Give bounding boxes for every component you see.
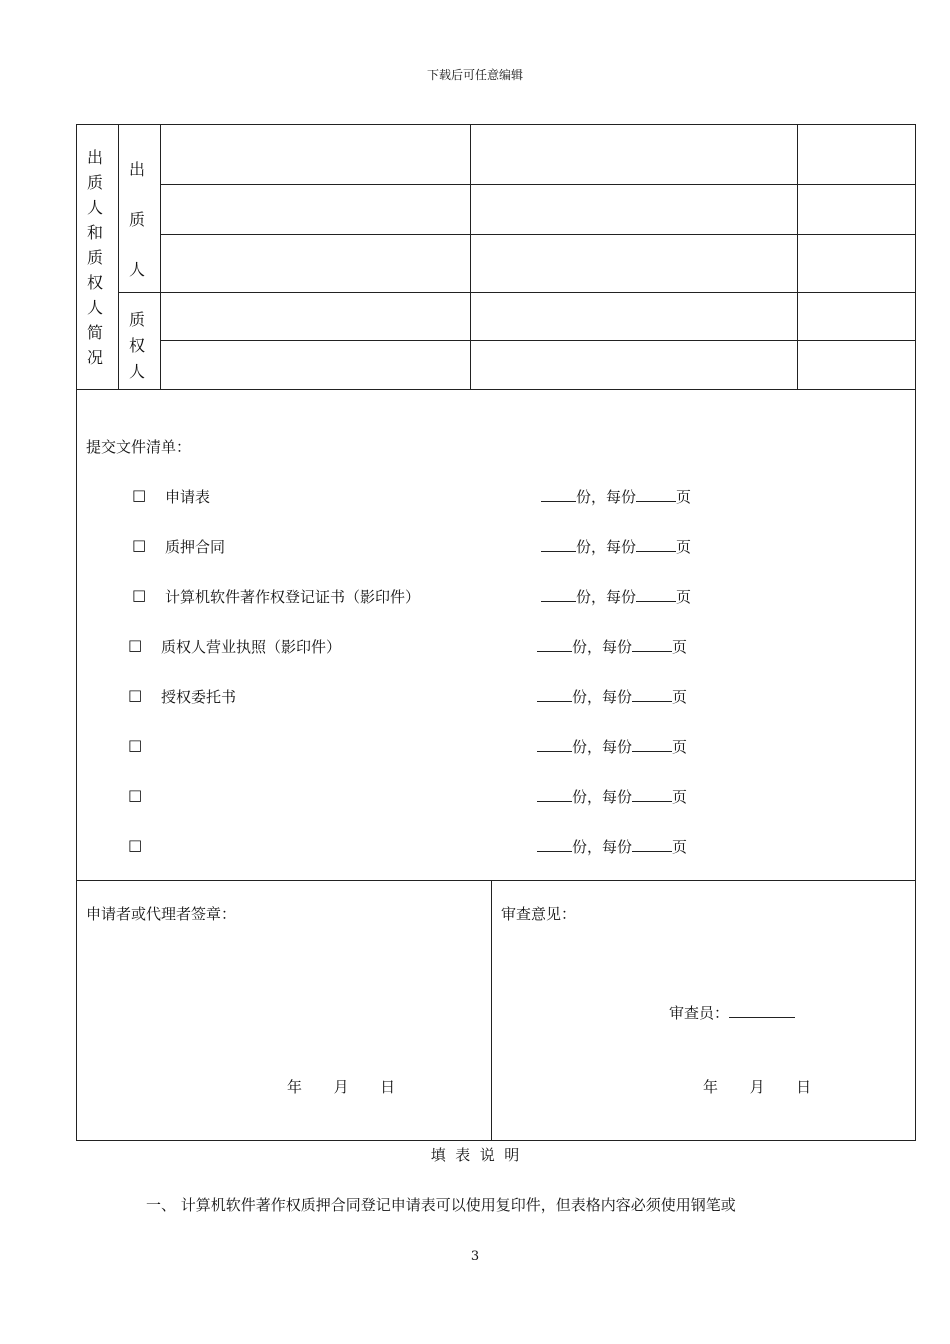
page-number: 3	[470, 1249, 480, 1264]
submitted-files-section	[76, 389, 916, 881]
copies-pages-field: 份，每份 页	[541, 586, 691, 607]
file-item-label: 质押合同	[165, 538, 226, 556]
file-item-label: 申请表	[165, 488, 211, 506]
review-date	[703, 1076, 811, 1097]
reviewer-label: 审查员：	[669, 1004, 730, 1022]
instructions-line: 一、 计算机软件著作权质押合同登记申请表可以使用复印件，但表格内容必须使用钢笔或	[146, 1196, 736, 1214]
reviewer-field	[669, 1002, 795, 1023]
checkbox[interactable]: □	[128, 686, 143, 704]
copies-pages-field: 份，每份 页	[541, 536, 691, 557]
pledgee-label: 质 权 人	[128, 310, 145, 381]
copies-pages-field: 份，每份 页	[537, 736, 687, 757]
year-label: 年	[287, 1078, 303, 1096]
file-item-label: 授权委托书	[161, 688, 237, 706]
month-label: 月	[749, 1078, 765, 1096]
copies-pages-field: 份，每份 页	[537, 686, 687, 707]
checkbox[interactable]: □	[132, 536, 147, 554]
signature-date	[287, 1076, 395, 1097]
file-item-label: 计算机软件著作权登记证书（影印件）	[165, 588, 421, 606]
copies-pages-field: 份，每份 页	[537, 636, 687, 657]
review-opinion-label: 审查意见：	[501, 905, 577, 923]
month-label: 月	[333, 1078, 349, 1096]
parties-table	[76, 124, 916, 390]
instructions-title: 填 表 说 明	[430, 1146, 520, 1164]
parties-summary-label: 出 质 人 和 质 权 人 简 况	[86, 148, 103, 367]
copies-pages-field: 份，每份 页	[537, 836, 687, 857]
checkbox[interactable]: □	[132, 486, 147, 504]
day-label: 日	[796, 1078, 812, 1096]
reviewer-signature-line[interactable]	[729, 1002, 795, 1018]
file-item-label: 质权人营业执照（影印件）	[161, 638, 342, 656]
checkbox[interactable]: □	[128, 786, 143, 804]
signature-review-section	[76, 880, 916, 1141]
page-header: 下载后可任意编辑	[426, 68, 523, 82]
files-title: 提交文件清单：	[86, 438, 192, 456]
checkbox[interactable]: □	[128, 636, 143, 654]
day-label: 日	[380, 1078, 396, 1096]
copies-pages-field: 份，每份 页	[537, 786, 687, 807]
checkbox[interactable]: □	[132, 586, 147, 604]
applicant-signature-label: 申请者或代理者签章：	[86, 905, 237, 923]
copies-pages-field: 份，每份 页	[541, 486, 691, 507]
checkbox[interactable]: □	[128, 836, 143, 854]
year-label: 年	[703, 1078, 719, 1096]
pledgor-label: 出 质 人	[128, 160, 145, 279]
checkbox[interactable]: □	[128, 736, 143, 754]
